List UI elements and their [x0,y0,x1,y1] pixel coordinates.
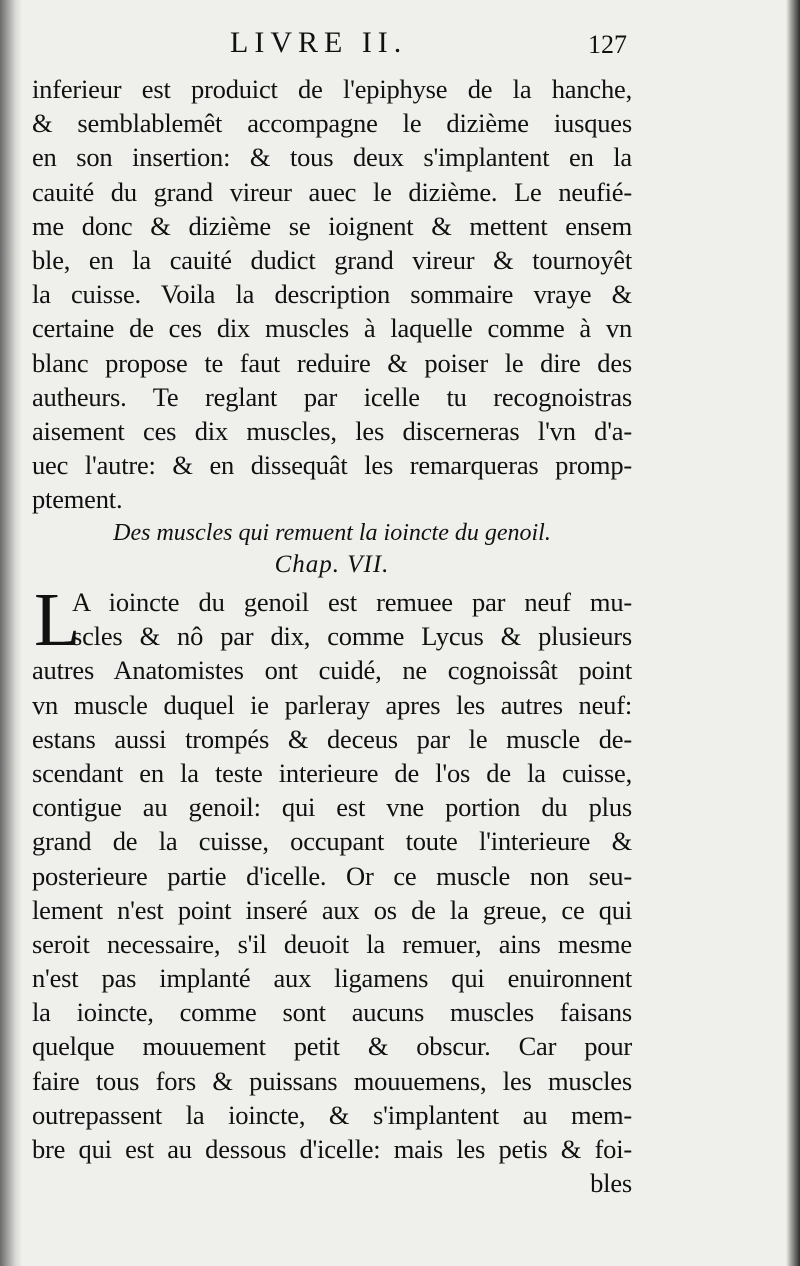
chapter-title: Des muscles qui remuent la ioincte du genoil. [113,520,551,546]
text-line: & semblablemêt accompagne le dizième iusques [32,108,632,139]
text-line: posterieure partie d'icelle. Or ce muscle non seu- [32,860,632,891]
text-line: estans aussi trompés & deceus par le muscle de- [32,723,632,754]
text-line: faire tous fors & puissans mouuemens, les muscles [32,1065,632,1096]
chapter-number: Chap. VII. [274,551,390,578]
text-line: scles & nô par dix, comme Lycus & plusieurs [72,621,632,652]
text-line: ptement. [32,484,123,515]
text-line: vn muscle duquel ie parleray apres les autres neuf: [32,689,632,720]
text-line: A ioincte du genoil est remuee par neuf mu- [72,587,632,617]
drop-cap: L [34,578,81,662]
text-line: grand de la cuisse, occupant toute l'interieure & [32,826,632,857]
text-line: la ioincte, comme sont aucuns muscles faisans [32,997,632,1028]
text-line: aisement ces dix muscles, les discerneras l'vn d'a- [32,415,632,446]
text-line: blanc propose te faut reduire & poiser le dire des [32,347,632,378]
text-line: scendant en la teste interieure de l'os de la cuisse, [32,757,632,788]
text-line: me donc & dizième se ioignent & mettent ensem [32,210,632,241]
text-line: uec l'autre: & en dissequât les remarqueras promp- [32,450,632,481]
body-text-lower [32,585,632,1200]
text-line: seroit necessaire, s'il deuoit la remuer, ains mesme [32,928,632,959]
text-line: lement n'est point inseré aux os de la greue, ce qui [32,894,632,925]
text-line: en son insertion: & tous deux s'implantent en la [32,142,632,173]
page-edge-shadow [786,0,800,1266]
gutter-shadow [0,0,22,1266]
text-line: cauité du grand vireur auec le dizième. Le neufié- [32,176,632,207]
page-header [0,26,800,66]
text-line: inferieur est produict de l'epiphyse de la hanche, [32,74,632,104]
text-line: autres Anatomistes ont cuidé, ne cognoissât point [32,655,632,686]
text-line: autheurs. Te reglant par icelle tu recognoistras [32,381,632,412]
text-line: ble, en la cauité dudict grand vireur & tournoyêt [32,244,632,275]
page-number: 127 [588,30,627,59]
text-line: certaine de ces dix muscles à laquelle comme à vn [32,313,632,344]
text-line: bre qui est au dessous d'icelle: mais les petis & foi- [32,1134,632,1164]
text-line: contigue au genoil: qui est vne portion du plus [32,792,632,823]
catchword: bles [590,1168,632,1199]
running-head: LIVRE II. [230,26,408,59]
text-line: outrepassent la ioincte, & s'implantent au mem- [32,1099,632,1130]
text-line: la cuisse. Voila la description sommaire vraye & [32,279,632,310]
body-text-upper [32,72,632,516]
text-line: n'est pas implanté aux ligamens qui enuironnent [32,963,632,994]
text-line: quelque mouuement petit & obscur. Car pour [32,1031,632,1062]
